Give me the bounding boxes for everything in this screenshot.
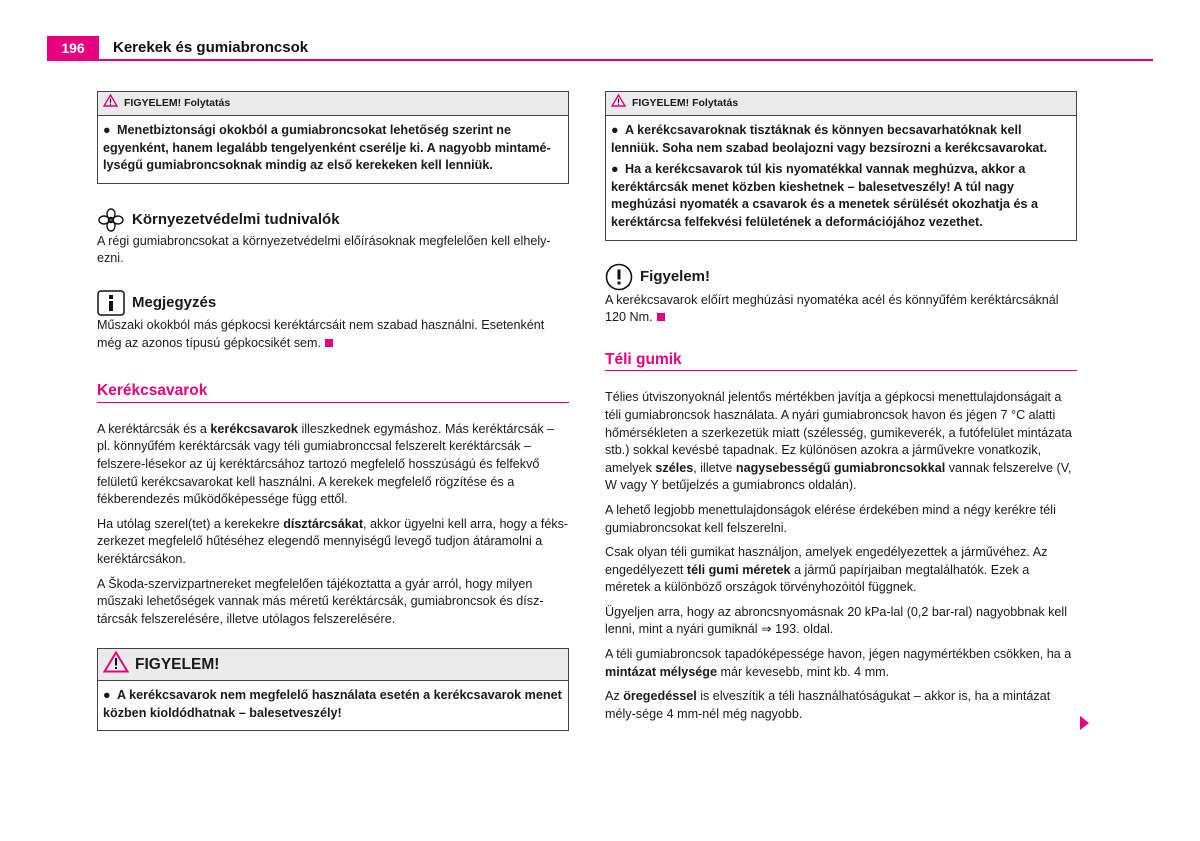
next-page-arrow-icon[interactable] (1080, 716, 1089, 730)
warning-box (97, 648, 569, 731)
environment-title: Környezetvédelmi tudnivalók (132, 210, 340, 228)
paragraph: A téli gumiabroncsok tapadóképessége havon, jégen nagymértékben csökken, ha a mintázat mélysége már kevesebb, mint kb. 4 mm. (605, 647, 1072, 679)
right-column (605, 91, 1077, 730)
warning-continued-box (605, 91, 1077, 241)
warning-continued-label: FIGYELEM! Folytatás (632, 96, 739, 109)
left-column (97, 91, 569, 751)
paragraph: Ügyeljen arra, hogy az abroncsnyomásnak 20 kPa-lal (0,2 bar-ral) nagyobbnak kell lenni, mint a nyári gumiknál ⇒ 193. oldal. (605, 604, 1068, 637)
warning-continued-header (98, 92, 568, 116)
caution-exclamation-icon (605, 263, 633, 291)
section-title-wheel-bolts: Kerékcsavarok (97, 382, 569, 403)
chapter-title: Kerekek és gumiabroncsok (113, 39, 309, 56)
warning-item: ● A kerékcsavarok nem megfelelő használata esetén a kerékcsavarok menet közben kioldódhatnak – balesetveszély! (103, 688, 562, 720)
caution-text: A kerékcsavarok előírt meghúzási nyomatéka acél és könnyűfém keréktárcsáknál 120 Nm. (605, 292, 1059, 325)
page-number: 196 (47, 36, 99, 60)
warning-item: ● Ha a kerékcsavarok túl kis nyomatékkal vannak meghúzva, akkor a keréktárcsák menet közben kieshetnek – balesetveszély! A túl nagy meghúzási nyomaték a csavarok és a menetek sérülését okozhatja és a keréktárcsa felfekvési felületének a deformációjához vezethet. (611, 162, 1039, 229)
paragraph: Ha utólag szerel(tet) a kerekekre dísztárcsákat, akkor ügyelni kell arra, hogy a féks-zerkezet megfelelő hűtéséhez elegendő mennyiségű levegő tudjon átáramolni a keréktárcsákon. (97, 516, 569, 566)
note-title: Megjegyzés (132, 294, 217, 312)
paragraph: Csak olyan téli gumikat használjon, amelyek engedélyezettek a járművéhez. Az engedélyezett téli gumi méretek a jármű papírjaiban megtalálhatók. Ezek a méretek a különböző országok törvényhozóitól függnek. (605, 545, 1048, 595)
note-text: Műszaki okokból más gépkocsi keréktárcsáit nem szabad használni. Esetenként még az azonos típusú gépkocsikét sem. (97, 317, 545, 350)
paragraph: A keréktárcsák és a kerékcsavarok illeszkednek egymáshoz. Más keréktárcsák – pl. könnyűfém keréktárcsák vagy téli gumiabronccsal felszerelt keréktárcsák – felszere-lésekor az új keréktárcsához tartozó megfelelő hosszúságú és felfekvő felületű kerékcsavarokat kell használni. A kerekek megfelelő rögzítése és a fékberendezés működőképessége függ ettől. (97, 421, 555, 507)
paragraph: A Škoda-szervizpartnereket megfelelően tájékoztatta a gyár arról, hogy milyen műszaki lehetőségek vannak más méretű keréktárcsák, gumiabroncsok és dísz-tárcsák felszerelésére, illetve utólagos felszerelésére. (97, 576, 544, 626)
warning-triangle-icon (103, 651, 129, 678)
paragraph: Az öregedéssel is elveszítik a téli használhatóságukat – akkor is, ha a mintázat mély-sége 4 mm-nél még nagyobb. (605, 689, 1051, 721)
warning-continued-label: FIGYELEM! Folytatás (124, 96, 231, 109)
caution-title: Figyelem! (640, 267, 711, 285)
info-note-icon (97, 290, 125, 316)
caution-block (605, 263, 1077, 327)
warning-item: ● A kerékcsavaroknak tisztáknak és könnyen becsavarhatóknak kell lenniük. Soha nem szabad beolajozni vagy bezsírozni a kerékcsavarokat. (611, 123, 1048, 155)
header-rule (47, 59, 1153, 61)
warning-continued-box (97, 91, 569, 184)
note-block (97, 290, 569, 352)
environment-text: A régi gumiabroncsokat a környezetvédelmi előírásoknak megfelelően kell elhely-ezni. (97, 233, 551, 266)
section-title-winter-tyres: Téli gumik (605, 351, 1077, 372)
warning-continued-header (606, 92, 1076, 116)
paragraph: Télies útviszonyoknál jelentős mértékben javítja a gépkocsi menettulajdonságait a téli gumiabroncsok használata. A nyári gumiabroncsok havon és jégen 7 °C alatti hőmérsékleten a szerkezetük miatt (szélesség, gumikeverék, a futófelület mintázata stb.) sokkal kevésbé tapadnak. Ez különösen azokra a járművekre vonatkozik, amelyek széles, illetve nagysebességű gumiabroncsokkal vannak felszerelve (V, W vagy Y betűjelzés a gumiabroncs oldalán). (605, 390, 1072, 493)
paragraph: A lehető legjobb menettulajdonságok elérése érdekében mind a négy kerékre téli gumiabroncsokat kell felszerelni. (605, 502, 1056, 535)
warning-label: FIGYELEM! (135, 655, 220, 673)
warning-header (98, 649, 568, 681)
environment-note (97, 208, 569, 268)
warning-triangle-icon (103, 94, 118, 114)
page-reference-link[interactable]: ⇒ 193. oldal (761, 622, 830, 637)
warning-item: ● Menetbiztonsági okokból a gumiabroncsokat lehetőség szerint ne egyenként, hanem legalább tengelyenként cserélje ki. A nagyobb mintamé-lységű gumiabroncsoknak mindig az első kerekeken kell lenniük. (103, 123, 551, 173)
environment-flower-icon (97, 208, 125, 232)
warning-triangle-icon (611, 94, 626, 114)
